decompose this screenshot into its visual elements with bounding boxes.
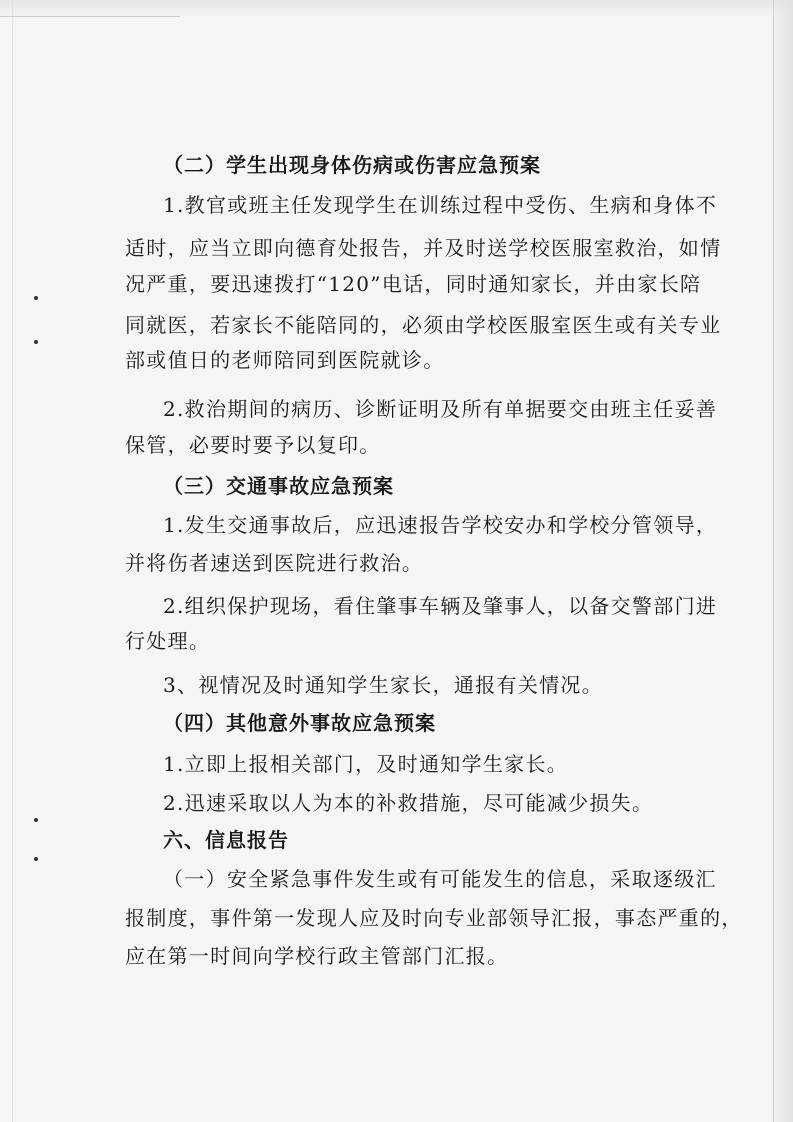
paragraph-line: 2.迅速采取以人为本的补救措施，尽可能减少损失。 [163,791,654,815]
paragraph-line: 2.组织保护现场，看住肇事车辆及肇事人，以备交警部门进 [163,594,718,618]
paragraph-line: 3、视情况及时通知学生家长，通报有关情况。 [163,673,604,697]
paragraph-line: 保管，必要时要予以复印。 [125,433,381,457]
paragraph-line: 1.教官或班主任发现学生在训练过程中受伤、生病和身体不 [163,193,718,217]
paragraph-line: 应在第一时间向学校行政主管部门汇报。 [125,944,509,968]
section-heading: （二）学生出现身体伤病或伤害应急预案 [163,153,541,177]
paragraph-line: 2.救治期间的病历、诊断证明及所有单据要交由班主任妥善 [163,397,718,421]
scan-edge-line [0,16,180,17]
paragraph-line: 部或值日的老师陪同到医院就诊。 [125,348,445,372]
section-heading: （四）其他意外事故应急预案 [163,711,436,735]
chapter-heading: 六、信息报告 [163,828,289,852]
scan-edge-line [12,0,13,1122]
binding-hole-mark [34,857,38,861]
binding-hole-mark [34,340,38,344]
paragraph-line: 适时，应当立即向德育处报告，并及时送学校医服室救治，如情 [125,236,722,260]
scan-edge-line [773,0,774,1122]
paragraph-line: 报制度，事件第一发现人应及时向专业部领导汇报，事态严重的， [125,906,743,930]
paragraph-line: 1.发生交通事故后，应迅速报告学校安办和学校分管领导， [163,513,718,537]
paragraph-line: 1.立即上报相关部门，及时通知学生家长。 [163,752,569,776]
binding-hole-mark [34,818,38,822]
paragraph-line: 况严重，要迅速拨打“120”电话，同时通知家长，并由家长陪 [125,272,702,296]
paragraph-line: 同就医，若家长不能陪同的，必须由学校医服室医生或有关专业 [125,313,722,337]
paragraph-line: 行处理。 [125,629,211,653]
binding-hole-mark [34,296,38,300]
scan-shadow-right [771,0,793,1122]
paragraph-line: 并将伤者速送到医院进行救治。 [125,551,424,575]
section-heading: （三）交通事故应急预案 [163,474,394,498]
paragraph-line: （一）安全紧急事件发生或有可能发生的信息，采取逐级汇 [163,867,717,891]
